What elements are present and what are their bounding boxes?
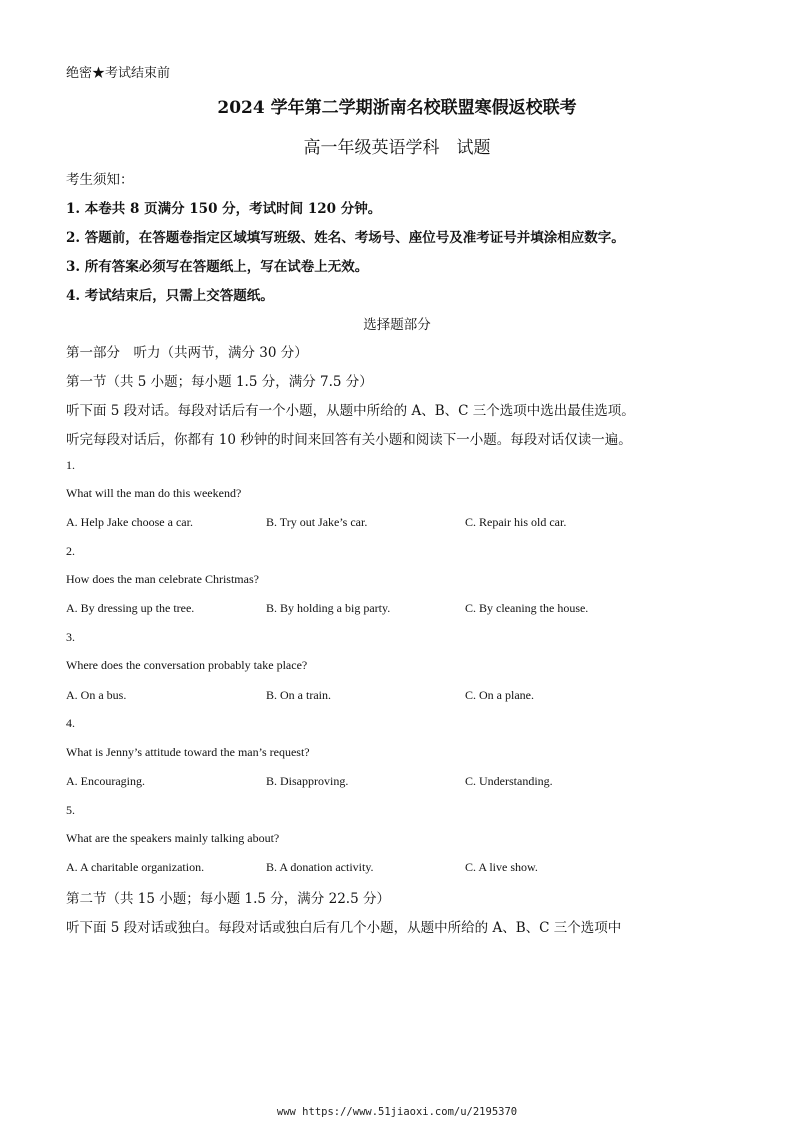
notice-item: 2. 答题前，在答题卷指定区域填写班级、姓名、考场号、座位号及准考证号并填涂相应数字。 [66,230,625,246]
question-number: 1. [66,458,75,472]
option-a: A. By dressing up the tree. [66,601,195,615]
question-stem: Where does the conversation probably take place? [66,658,308,672]
option-b: B. Try out Jake’s car. [266,515,368,529]
option-c: C. Repair his old car. [465,515,567,529]
notice-item: 1. 本卷共 8 页满分 150 分，考试时间 120 分钟。 [66,201,382,217]
notice-item: 3. 所有答案必须写在答题纸上，写在试卷上无效。 [66,259,369,275]
option-a: A. A charitable organization. [66,860,205,874]
option-c: C. On a plane. [465,688,534,702]
question-number: 4. [66,716,75,730]
question-number: 2. [66,544,75,558]
section2-instruction: 听下面 5 段对话或独白。每段对话或独白后有几个小题，从题中所给的 A、B、C 三个选项中 [66,920,622,936]
option-c: C. Understanding. [465,774,553,788]
option-c: C. By cleaning the house. [465,601,589,615]
question-stem: What are the speakers mainly talking about? [66,831,280,845]
exam-subtitle: 高一年级英语学科 试题 [303,138,491,158]
question-number: 5. [66,803,75,817]
question-stem: What will the man do this weekend? [66,486,242,500]
question-number: 3. [66,630,75,644]
section1-heading: 第一节（共 5 小题；每小题 1.5 分，满分 7.5 分） [66,374,373,390]
exam-title: 2024 学年第二学期浙南名校联盟寒假返校联考 [217,98,577,118]
option-b: B. Disapproving. [266,774,349,788]
question-stem: What is Jenny’s attitude toward the man’s request? [66,745,310,759]
option-a: A. Help Jake choose a car. [66,515,193,529]
section-label: 选择题部分 [363,317,431,333]
question-stem: How does the man celebrate Christmas? [66,572,259,586]
option-a: A. Encouraging. [66,774,145,788]
option-b: B. A donation activity. [266,860,374,874]
section2-heading: 第二节（共 15 小题；每小题 1.5 分，满分 22.5 分） [66,891,390,907]
section1-instruction: 听下面 5 段对话。每段对话后有一个小题，从题中所给的 A、B、C 三个选项中选出最佳选项。 [66,403,635,419]
option-c: C. A live show. [465,860,538,874]
part1-heading: 第一部分 听力（共两节，满分 30 分） [66,345,308,361]
section1-instruction: 听完每段对话后，你都有 10 秒钟的时间来回答有关小题和阅读下一小题。每段对话仅读一遍。 [66,432,632,448]
notice-item: 4. 考试结束后，只需上交答题纸。 [66,288,274,304]
notice-heading: 考生须知： [66,172,134,188]
footer-watermark-url: www https://www.51jiaoxi.com/u/2195370 [276,1106,518,1118]
option-b: B. By holding a big party. [266,601,391,615]
confidential-mark: 绝密★考试结束前 [66,66,171,81]
option-b: B. On a train. [266,688,331,702]
option-a: A. On a bus. [66,688,127,702]
